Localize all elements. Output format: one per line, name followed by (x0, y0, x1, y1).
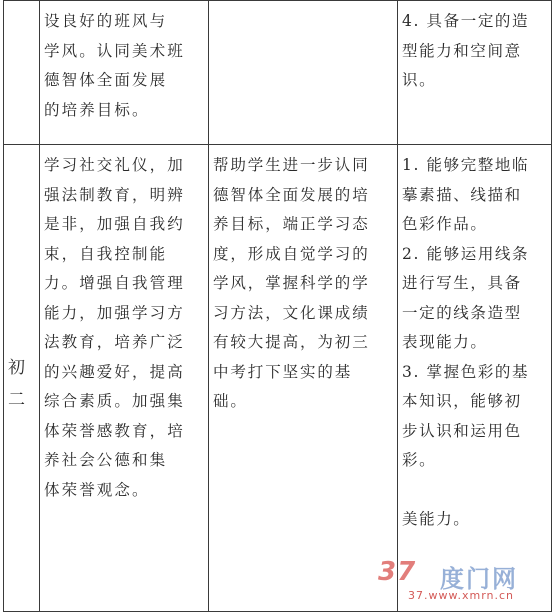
cell-text-line: 是非，加强自我约 (44, 215, 185, 233)
cell-text-line: 识。 (402, 71, 437, 89)
moral-goals-cell (40, 145, 209, 612)
cell-text-line (402, 476, 547, 506)
cell-text-line: 色彩作品。 (402, 215, 488, 233)
grade-label (8, 352, 34, 416)
cell-text-line: 体荣誉观念。 (44, 480, 150, 499)
cell-text-line: 德智体全面发展 (44, 71, 168, 89)
cell-text-line: 1. 能够完整地临 (402, 156, 530, 174)
cell-text-line: 摹素描、线描和 (402, 185, 522, 204)
cell-text-line: 养社会公德和集 (44, 451, 168, 469)
cell-text-line: 3. 掌握色彩的基 (402, 362, 530, 381)
cell-text-line: 帮助学生进一步认同 (213, 156, 370, 174)
cell-text-line: 学风，掌握科学的学 (213, 274, 370, 292)
cell-text-line: 设良好的班风与 (44, 12, 168, 30)
watermark-url: 37.www.xmrn.cn (408, 589, 515, 602)
cell-text-line: 步认识和运用色 (402, 421, 522, 440)
site-watermark (378, 557, 550, 607)
watermark-brand: 37 (378, 557, 417, 587)
cell-text-line: 进行写生，具备 (402, 274, 522, 292)
cell-text-line: 4. 具备一定的造 (402, 12, 530, 30)
cell-text-line: 2. 能够运用线条 (402, 244, 530, 263)
cell-text-line: 力。增强自我管理 (44, 274, 185, 292)
cell-text-line: 习方法，文化课成绩 (213, 303, 370, 322)
cell-text-line: 中考打下坚实的基 (213, 362, 353, 381)
grade-cell (4, 1, 40, 145)
cell-text-line: 度，形成自觉学习的 (213, 244, 370, 263)
skill-goals-cell (398, 1, 552, 145)
study-goals-cell (209, 1, 398, 145)
cell-text-line: 束，自我控制能 (44, 244, 168, 263)
cell-text-line: 一定的线条造型 (402, 303, 522, 322)
curriculum-table (3, 0, 552, 612)
cell-text-line: 综合素质。加强集 (44, 392, 185, 410)
cell-text-line: 的培养目标。 (44, 100, 150, 119)
cell-text-line: 学习社交礼仪，加 (44, 156, 185, 174)
cell-text-line: 彩。 (402, 451, 437, 469)
skill-goals-cell (398, 145, 552, 612)
grade-char: 初 (8, 358, 25, 378)
cell-text-line: 美能力。 (402, 510, 471, 528)
table-row (4, 145, 552, 612)
cell-text-line: 养目标，端正学习态 (213, 215, 370, 233)
watermark-name: 度门网 (440, 565, 518, 593)
study-goals-cell (209, 145, 398, 612)
cell-text-line: 能力，加强学习方 (44, 303, 185, 322)
moral-goals-cell (40, 1, 209, 145)
table-row (4, 1, 552, 145)
cell-text-line: 本知识，能够初 (402, 392, 522, 410)
cell-text-line: 体荣誉感教育，培 (44, 421, 185, 440)
cell-text-line: 学风。认同美术班 (44, 41, 185, 60)
cell-text-line: 法教育，培养广泛 (44, 333, 185, 351)
cell-text-line: 型能力和空间意 (402, 41, 522, 60)
cell-text-line: 的兴趣爱好，提高 (44, 362, 185, 381)
cell-text-line: 表现能力。 (402, 333, 488, 351)
cell-text-line: 强法制教育，明辨 (44, 185, 185, 204)
cell-text-line: 础。 (213, 392, 248, 410)
grade-char: 二 (8, 390, 25, 410)
cell-text-line: 德智体全面发展的培 (213, 185, 370, 204)
cell-text-line: 有较大提高，为初三 (213, 333, 370, 351)
